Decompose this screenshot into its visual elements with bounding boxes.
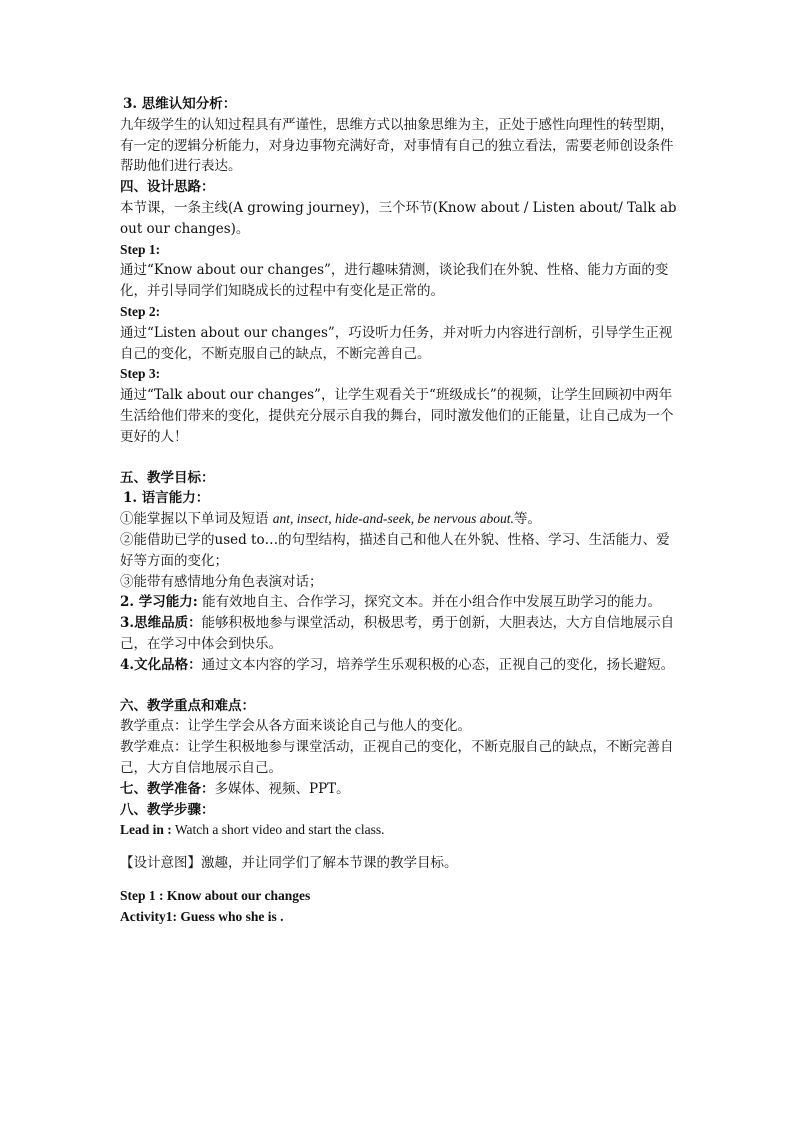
paragraph-key-point: 教学重点：让学生学会从各方面来谈论自己与他人的变化。 bbox=[120, 718, 471, 735]
document-page bbox=[120, 94, 680, 927]
goal-thinking-text: 能够积极地参与课堂活动，积极思考，勇于创新，大胆表达，大方自信地展示自己，在学习中体会到快乐。 bbox=[120, 615, 675, 652]
activity1-heading: Activity1: Guess who she is . bbox=[120, 908, 284, 924]
paragraph-design-intro: 本节课，一条主线(A growing journey)，三个环节(Know about / Listen about/ Talk about our changes)。 bbox=[120, 199, 677, 237]
section-heading-key-points: 六、教学重点和难点： bbox=[120, 697, 255, 714]
lead-in-label: Lead in : bbox=[120, 822, 172, 838]
step-label: Step 1: bbox=[120, 241, 161, 257]
design-intent: 【设计意图】激趣，并让同学们了解本节课的教学目标。 bbox=[120, 855, 458, 872]
goal-item-1-suffix: 等。 bbox=[513, 511, 541, 528]
goal-learning-text: 能有效地自主、合作学习，探究文本。并在小组合作中发展互助学习的能力。 bbox=[197, 594, 662, 611]
section-heading-steps: 八、教学步骤： bbox=[120, 801, 215, 818]
goal-thinking-label: 3.思维品质： bbox=[120, 615, 202, 632]
goal-learning-label: 2. 学习能力: bbox=[120, 594, 198, 611]
section-heading-goals: 五、教学目标： bbox=[120, 469, 215, 486]
goal-culture bbox=[120, 655, 680, 676]
goal-culture-label: 4.文化品格： bbox=[120, 656, 202, 673]
section-heading-design: 四、设计思路： bbox=[120, 179, 215, 196]
subheading-language: 1. 语言能力： bbox=[123, 490, 210, 507]
section-heading-prep: 七、教学准备： bbox=[120, 780, 215, 797]
goal-item-1-words: ant, insect, hide-and-seek, be nervous about. bbox=[272, 511, 514, 527]
step-text: 通过“Listen about our changes”，巧设听力任务，并对听力内容进行剖析，引导学生正视自己的变化，不断克服自己的缺点，不断完善自己。 bbox=[120, 324, 673, 362]
spacer bbox=[120, 676, 680, 696]
step-label: Step 3: bbox=[120, 366, 161, 382]
paragraph-thinking-analysis: 九年级学生的认知过程具有严谨性，思维方式以抽象思维为主，正处于感性向理性的转型期，有一定的逻辑分析能力，对身边事物充满好奇，对事情有自己的独立看法，需要老师创设条件帮助他们进行表达。 bbox=[120, 116, 674, 175]
goal-item-3: ③能带有感情地分角色表演对话； bbox=[120, 573, 323, 590]
goal-learning bbox=[120, 592, 680, 613]
goal-item-1-prefix: ①能掌握以下单词及短语 bbox=[120, 511, 269, 528]
spacer bbox=[120, 841, 680, 853]
paragraph-difficulty: 教学难点：让学生积极地参与课堂活动，正视自己的变化，不断克服自己的缺点，不断完善自己，大方自信地展示自己。 bbox=[120, 739, 674, 776]
step1-heading: Step 1 : Know about our changes bbox=[120, 887, 311, 903]
spacer bbox=[120, 874, 680, 886]
goal-item-2: ②能借助已学的used to…的句型结构，描述自己和他人在外貌、性格、学习、生活能力、爱好等方面的变化； bbox=[120, 531, 670, 569]
spacer bbox=[120, 448, 680, 468]
section-heading-thinking-analysis: 3. 思维认知分析： bbox=[123, 96, 237, 112]
goal-item-1 bbox=[120, 509, 680, 530]
lead-in-text: Watch a short video and start the class. bbox=[171, 822, 385, 838]
lead-in bbox=[120, 820, 680, 841]
step-text: 通过“Know about our changes”，进行趣味猜测，谈论我们在外貌、性格、能力方面的变化，并引导同学们知晓成长的过程中有变化是正常的。 bbox=[120, 262, 669, 300]
teaching-prep bbox=[120, 779, 680, 800]
goal-thinking bbox=[120, 613, 680, 655]
step-label: Step 2: bbox=[120, 303, 161, 319]
goal-culture-text: 通过文本内容的学习，培养学生乐观积极的心态，正视自己的变化，扬长避短。 bbox=[201, 656, 675, 673]
step-text: 通过“Talk about our changes”，让学生观看关于“班级成长”的视频，让学生回顾初中两年生活给他们带来的变化，提供充分展示自我的舞台，同时激发他们的正能量，让自己成为一个更好的人！ bbox=[120, 387, 674, 445]
prep-text: 多媒体、视频、PPT。 bbox=[214, 780, 350, 797]
